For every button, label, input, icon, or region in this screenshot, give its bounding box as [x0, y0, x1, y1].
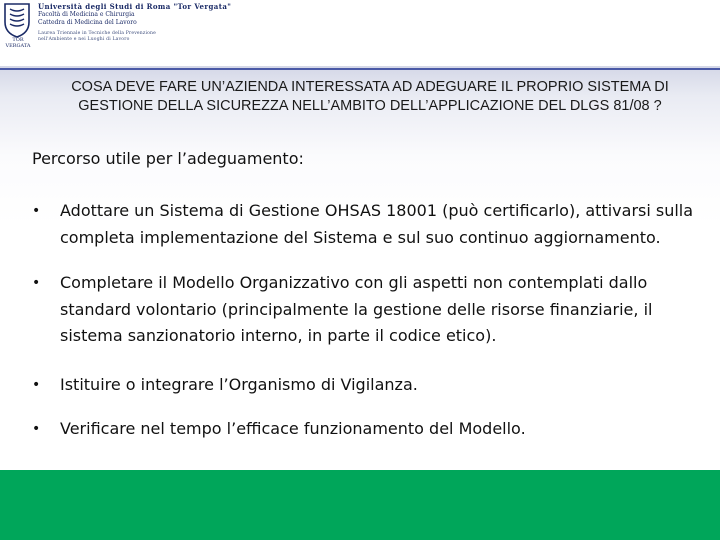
bullet-icon: • [32, 203, 41, 219]
university-block [38, 2, 231, 43]
department-name: Cattedra di Medicina del Lavoro [38, 19, 137, 26]
logo-caption: TOR VERGATA [5, 37, 31, 49]
bullet-item [32, 416, 712, 443]
bullet-icon: • [32, 275, 41, 291]
slide-title: COSA DEVE FARE UN’AZIENDA INTERESSATA AD ADEGUARE IL PROPRIO SISTEMA DI GESTIONE DELLA SICUREZZA NELL’AMBITO DELL’APPLICAZIONE DEL DLGS 81/08 ? [71, 79, 669, 114]
footer-band [0, 470, 720, 540]
bullet-icon: • [32, 421, 41, 437]
bullet-text: Adottare un Sistema di Gestione OHSAS 18001 (può certificarlo), attivarsi sulla completa implementazione del Sistema e sul suo continuo aggiornamento. [60, 201, 694, 247]
university-name: Università degli Studi di Roma "Tor Vergata" [38, 2, 232, 11]
title-rule [0, 68, 720, 70]
bullet-item [32, 372, 712, 399]
university-logo [2, 2, 32, 38]
course-line-1: Laurea Triennale in Tecniche della Prevenzione [38, 31, 156, 36]
course-line-2: nell'Ambiente e nei Luoghi di Lavoro [38, 37, 130, 42]
bullet-text: Completare il Modello Organizzativo con gli aspetti non contemplati dallo standard volontario (principalmente la gestione delle risorse finanziarie, il sistema sanzionatorio interno, in parte il codice etico). [60, 273, 653, 345]
slide-subtitle: Percorso utile per l’adeguamento: [32, 149, 304, 168]
bullet-list [32, 198, 712, 443]
slide-header [0, 0, 720, 66]
faculty-name: Facoltà di Medicina e Chirurgia [38, 11, 135, 18]
bullet-icon: • [32, 376, 41, 393]
bullet-item [32, 198, 712, 251]
bullet-text: Verificare nel tempo l’efficace funzionamento del Modello. [60, 419, 526, 438]
bullet-item [32, 270, 712, 350]
bullet-text: Istituire o integrare l’Organismo di Vigilanza. [60, 374, 418, 394]
